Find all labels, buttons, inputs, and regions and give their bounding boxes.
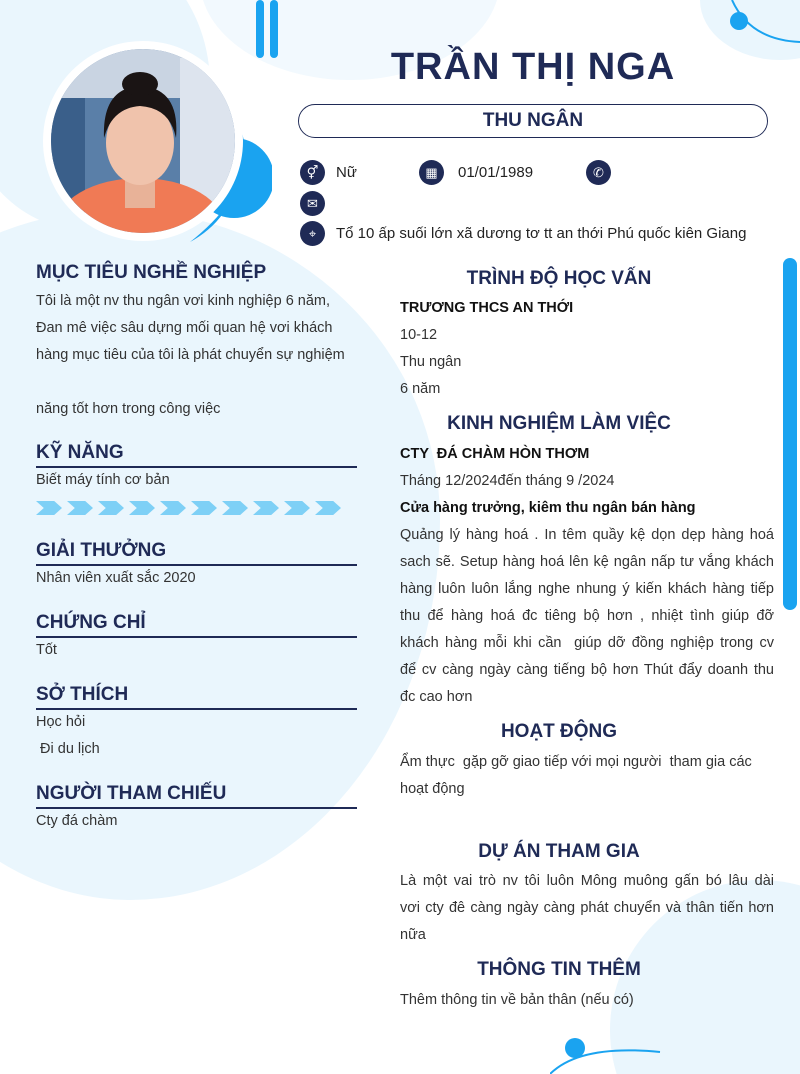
gender-value: Nữ (336, 164, 357, 181)
section-title-activities: HOẠT ĐỘNG (500, 721, 618, 742)
experience-line: hàng luôn luôn lắng nghe nhung ý kiến khách hàng tiếp (400, 581, 774, 597)
education-major: Thu ngân (400, 354, 462, 370)
corner-decoration (550, 1030, 670, 1074)
birthday-value: 01/01/1989 (458, 164, 534, 181)
projects-line: Là một vai trò nv tôi luôn Mông muông gấn bó lâu dài (400, 873, 774, 889)
experience-role: Cửa hàng trưởng, kiêm thu ngân bán hàng (400, 500, 696, 516)
school-name: TRƯƠNG THCS AN THỚI (400, 300, 574, 316)
objective-line: Đan mê việc sâu dựng mối quan hệ vơi khách (36, 320, 333, 336)
skill-level-bar (36, 501, 346, 520)
education-grade: 10-12 (400, 327, 438, 343)
experience-line: để cv càng ngày càng tiếng bộ hơn Thút đẩy doanh thu (400, 662, 774, 678)
candidate-name: TRẦN THỊ NGA (390, 46, 676, 88)
projects-line: vơi cty đê càng ngày càng phát chuyển và thân tiến hơn (400, 900, 774, 916)
projects-description (400, 868, 774, 949)
experience-line: thu để hàng hoá đc tiêng bộ hơn , nhiệt tình giúp đỡ (400, 608, 774, 624)
phone-icon: ✆ (586, 160, 611, 185)
skill-level-mark (253, 501, 279, 515)
avatar (40, 38, 272, 246)
section-title-projects: DỰ ÁN THAM GIA (478, 841, 640, 862)
activities-line: hoạt động (400, 781, 465, 797)
section-title-objective: MỤC TIÊU NGHỀ NGHIỆP (36, 262, 267, 283)
accent-bar (783, 258, 797, 610)
gender-icon: ⚥ (300, 160, 325, 185)
skill-level-mark (67, 501, 93, 515)
section-title-skills: KỸ NĂNG (36, 442, 124, 463)
objective-line: Tôi là một nv thu ngân vơi kinh nghiệp 6 năm, (36, 293, 331, 309)
experience-description (400, 522, 774, 711)
section-title-experience: KINH NGHIỆM LÀM VIỆC (447, 413, 671, 434)
section-title-awards: GIẢI THƯỞNG (36, 540, 167, 561)
activities-line: Ẩm thực gặp gỡ giao tiếp với mọi người tham gia các (400, 754, 752, 770)
skill-level-mark (160, 501, 186, 515)
certificate-item: Tốt (36, 642, 57, 658)
experience-line: đc cao hơn (400, 689, 473, 705)
section-title-extra: THÔNG TIN THÊM (477, 959, 641, 980)
extra-info: Thêm thông tin về bản thân (nếu có) (400, 992, 634, 1008)
hobby-item: Đi du lịch (36, 741, 100, 757)
divider (36, 636, 357, 638)
experience-line: khách hàng mỗi khi cần giúp dỡ đồng nghiệp trong cv (400, 635, 774, 651)
section-title-hobbies: SỞ THÍCH (36, 684, 129, 705)
skill-level-mark (98, 501, 124, 515)
skill-level-mark (129, 501, 155, 515)
objective-line: năng tốt hơn trong công việc (36, 401, 221, 417)
calendar-icon: ▦ (419, 160, 444, 185)
experience-line: Quảng lý hàng hoá . In têm quầy kệ dọn dẹp hàng hoá (400, 527, 774, 543)
skill-level-mark (191, 501, 217, 515)
location-icon: ⌖ (300, 221, 325, 246)
section-title-references: NGƯỜI THAM CHIẾU (36, 783, 227, 804)
objective-line: hàng mục tiêu của tôi là phát chuyển sự nghiệm (36, 347, 345, 363)
skill-level-mark (222, 501, 248, 515)
section-title-certificates: CHỨNG CHỈ (36, 612, 146, 633)
experience-period: Tháng 12/2024đến tháng 9 /2024 (400, 473, 615, 489)
skill-level-mark (284, 501, 310, 515)
education-duration: 6 năm (400, 381, 441, 397)
award-item: Nhân viên xuất sắc 2020 (36, 570, 196, 586)
address-value: Tổ 10 ấp suối lớn xã dương tơ tt an thới Phú quốc kiên Giang (336, 225, 747, 242)
skill-level-mark (36, 501, 62, 515)
job-title: THU NGÂN (298, 104, 768, 138)
skill-item: Biết máy tính cơ bản (36, 472, 170, 488)
objective-text (36, 288, 357, 369)
hobby-item: Học hỏi (36, 714, 86, 730)
company-name: CTY ĐÁ CHÀM HÒN THƠM (400, 446, 590, 462)
projects-line: nữa (400, 927, 426, 943)
reference-item: Cty đá chàm (36, 813, 118, 829)
corner-decoration (720, 0, 800, 50)
email-icon: ✉ (300, 191, 325, 216)
section-title-education: TRÌNH ĐỘ HỌC VẤN (466, 268, 652, 289)
experience-line: sach sẽ. Setup hàng hoá lên kệ ngân nấp tư vắng khách (400, 554, 774, 570)
skill-level-mark (315, 501, 341, 515)
